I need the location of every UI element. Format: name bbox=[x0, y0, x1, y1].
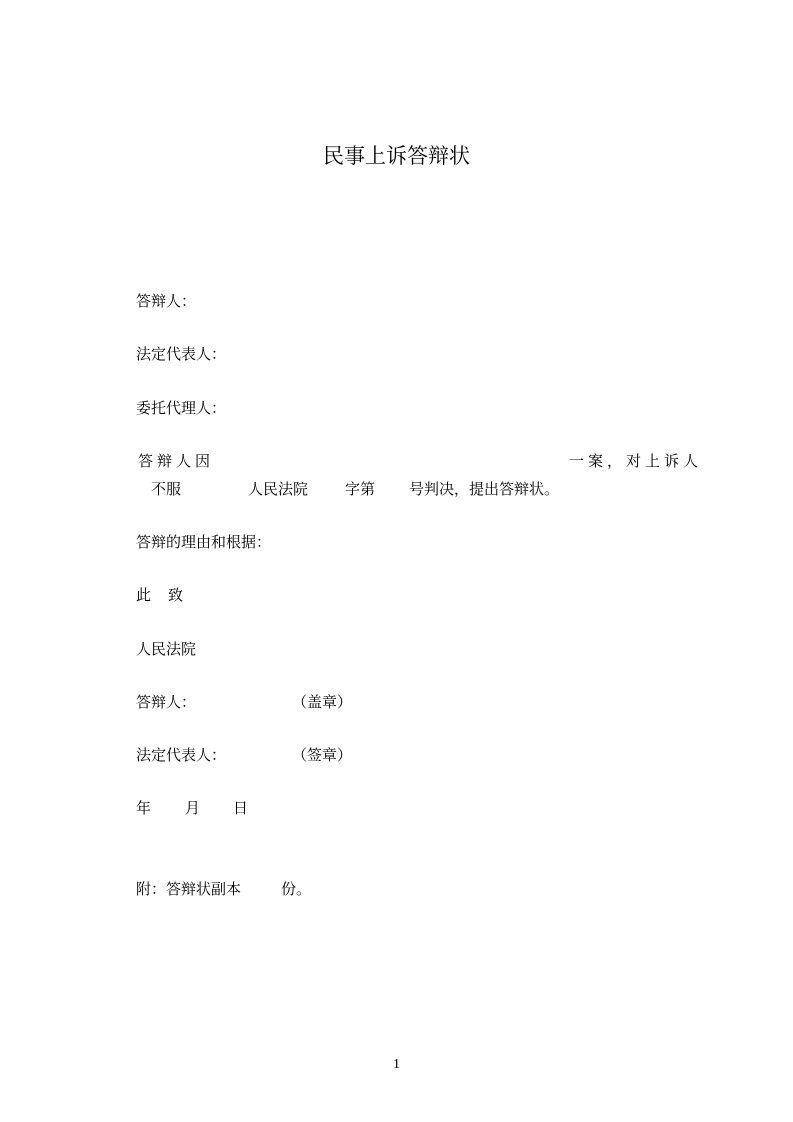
para1-not-accept: 不服 bbox=[151, 480, 182, 498]
para1-hao: 号判决，提出答辩状。 bbox=[409, 480, 560, 498]
para1-zi-di: 字第 bbox=[345, 480, 376, 498]
legal-rep-label: 法定代表人： bbox=[136, 345, 227, 363]
sign-legal-rep-seal: （签章） bbox=[292, 746, 353, 764]
attachment-suffix: 份。 bbox=[281, 880, 312, 898]
attachment-prefix: 附：答辩状副本 bbox=[136, 880, 242, 898]
reasons-label: 答辩的理由和根据： bbox=[136, 533, 272, 551]
para1-prefix: 答辩人因 bbox=[138, 452, 215, 470]
agent-label: 委托代理人： bbox=[136, 399, 227, 417]
respondent-label: 答辩人： bbox=[136, 292, 197, 310]
page-number: 1 bbox=[393, 1057, 400, 1072]
sign-legal-rep-label: 法定代表人： bbox=[136, 746, 227, 764]
document-title: 民事上诉答辩状 bbox=[323, 144, 470, 168]
date-month: 月 bbox=[185, 799, 201, 817]
closing-zhi: 致 bbox=[168, 586, 184, 604]
para1-court: 人民法院 bbox=[248, 480, 309, 498]
date-year: 年 bbox=[136, 799, 152, 817]
court-label: 人民法院 bbox=[136, 640, 197, 658]
closing-ci: 此 bbox=[136, 586, 152, 604]
sign-respondent-label: 答辩人： bbox=[136, 693, 197, 711]
para1-case-suffix: 一案，对上诉人 bbox=[569, 452, 703, 470]
date-day: 日 bbox=[233, 799, 249, 817]
sign-respondent-seal: （盖章） bbox=[292, 693, 353, 711]
